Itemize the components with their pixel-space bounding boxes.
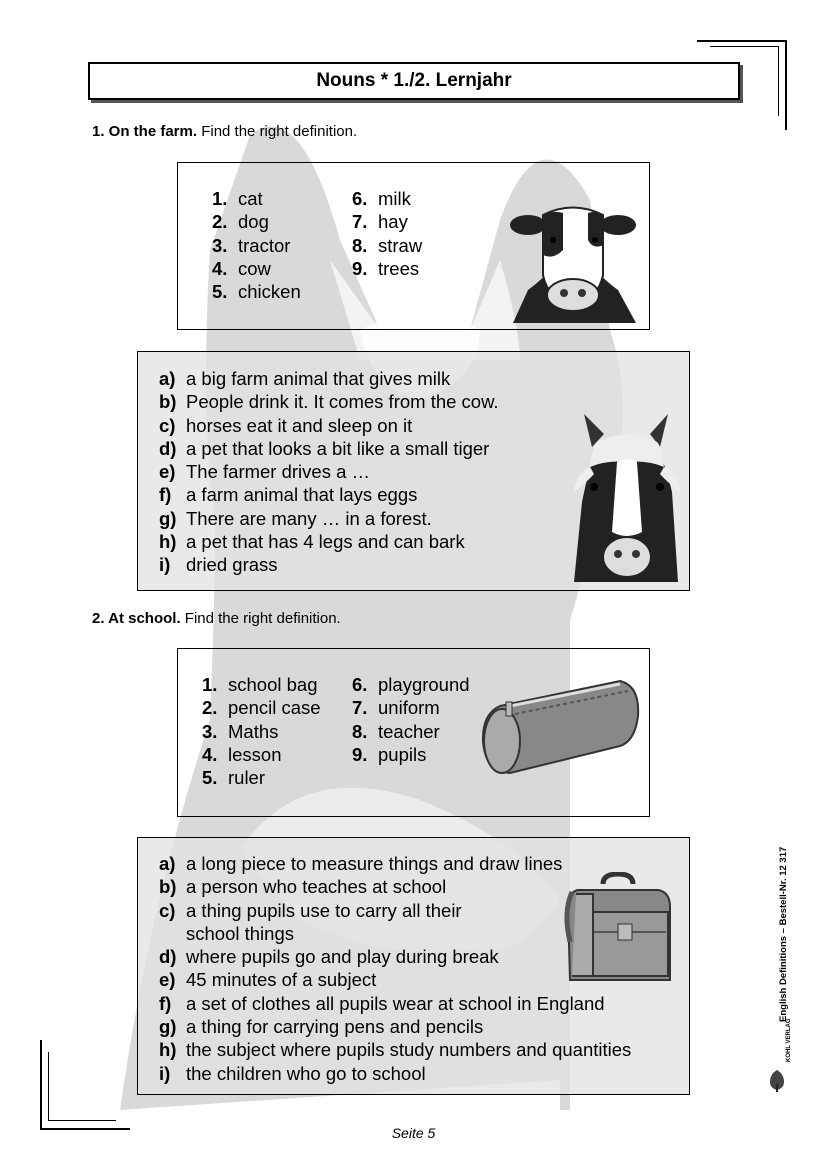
corner-frame-bottom-left [40, 1040, 42, 1130]
definition-item: d) where pupils go and play during break [159, 946, 499, 968]
word-item: 9. trees [352, 257, 420, 279]
corner-frame-bottom-left-inner [48, 1052, 49, 1120]
word-item: 5. ruler [202, 767, 266, 789]
horse-illustration [572, 412, 680, 582]
definition-item: i) dried grass [159, 554, 278, 576]
definition-item: c) horses eat it and sleep on it [159, 414, 413, 436]
section-heading-school [92, 610, 341, 627]
pencil-case-illustration [480, 676, 640, 776]
definition-item: d) a pet that looks a bit like a small tiger [159, 437, 490, 459]
definition-item: b) People drink it. It comes from the cow. [159, 391, 499, 413]
word-item: 7. hay [352, 211, 408, 233]
definition-item: h) a pet that has 4 legs and can bark [159, 531, 465, 553]
word-item: 9. pupils [352, 743, 427, 765]
corner-frame-top-right [697, 40, 787, 42]
word-column-left [202, 673, 321, 789]
definition-item: a) a big farm animal that gives milk [159, 368, 451, 389]
word-column-right [352, 673, 470, 766]
word-column-right [352, 187, 422, 280]
word-item: 3. tractor [212, 234, 291, 256]
section-heading-farm [92, 123, 357, 140]
page-title: Nouns * 1./2. Lernjahr [88, 62, 740, 100]
section-heading-number: 1. On the farm. [92, 123, 198, 140]
definition-item: h) the subject where pupils study numbers and quantities [159, 1039, 632, 1061]
word-item: 4. lesson [202, 743, 282, 765]
definitions-list [159, 367, 499, 577]
word-item: 6. playground [352, 674, 470, 695]
word-item: 1. cat [212, 188, 263, 209]
publisher-name: KOHL VERLAG [786, 1018, 792, 1062]
word-item: 1. school bag [202, 674, 318, 695]
school-bag-illustration [558, 872, 676, 984]
word-item: 6. milk [352, 188, 411, 209]
word-item: 8. straw [352, 234, 423, 256]
corner-frame-top-right [785, 40, 787, 130]
definition-item: f) a farm animal that lays eggs [159, 484, 418, 506]
corner-frame-bottom-left-inner [48, 1120, 116, 1121]
word-item: 3. Maths [202, 720, 279, 742]
definition-item: f) a set of clothes all pupils wear at school in England [159, 992, 605, 1014]
definition-item-continuation: school things [186, 922, 294, 944]
section-heading-number: 2. At school. [92, 610, 181, 627]
word-item: 7. uniform [352, 697, 440, 719]
side-order-label: English Definitions – Bestell-Nr. 12 317 [778, 846, 789, 1022]
page-number: Seite 5 [391, 1125, 436, 1141]
word-item: 5. chicken [212, 281, 301, 303]
definition-item: a) a long piece to measure things and draw lines [159, 853, 563, 874]
corner-frame-top-right-inner [778, 46, 779, 116]
definition-item: e) The farmer drives a … [159, 461, 371, 483]
definition-item: g) There are many … in a forest. [159, 507, 432, 529]
publisher-logo-icon [766, 1068, 788, 1092]
word-column-left [212, 187, 301, 303]
cow-illustration [508, 205, 638, 323]
definition-item: e) 45 minutes of a subject [159, 969, 377, 991]
definition-item: c) a thing pupils use to carry all their [159, 899, 462, 921]
definition-item: b) a person who teaches at school [159, 876, 447, 898]
corner-frame-top-right-inner [710, 46, 778, 47]
word-item: 8. teacher [352, 720, 440, 742]
section-heading-instruction: Find the right definition. [180, 610, 341, 627]
word-item: 2. pencil case [202, 697, 321, 719]
word-item: 2. dog [212, 211, 269, 233]
section-heading-instruction: Find the right definition. [197, 123, 358, 140]
definition-item: g) a thing for carrying pens and pencils [159, 1016, 484, 1038]
word-item: 4. cow [212, 257, 271, 279]
definition-item: i) the children who go to school [159, 1062, 426, 1084]
